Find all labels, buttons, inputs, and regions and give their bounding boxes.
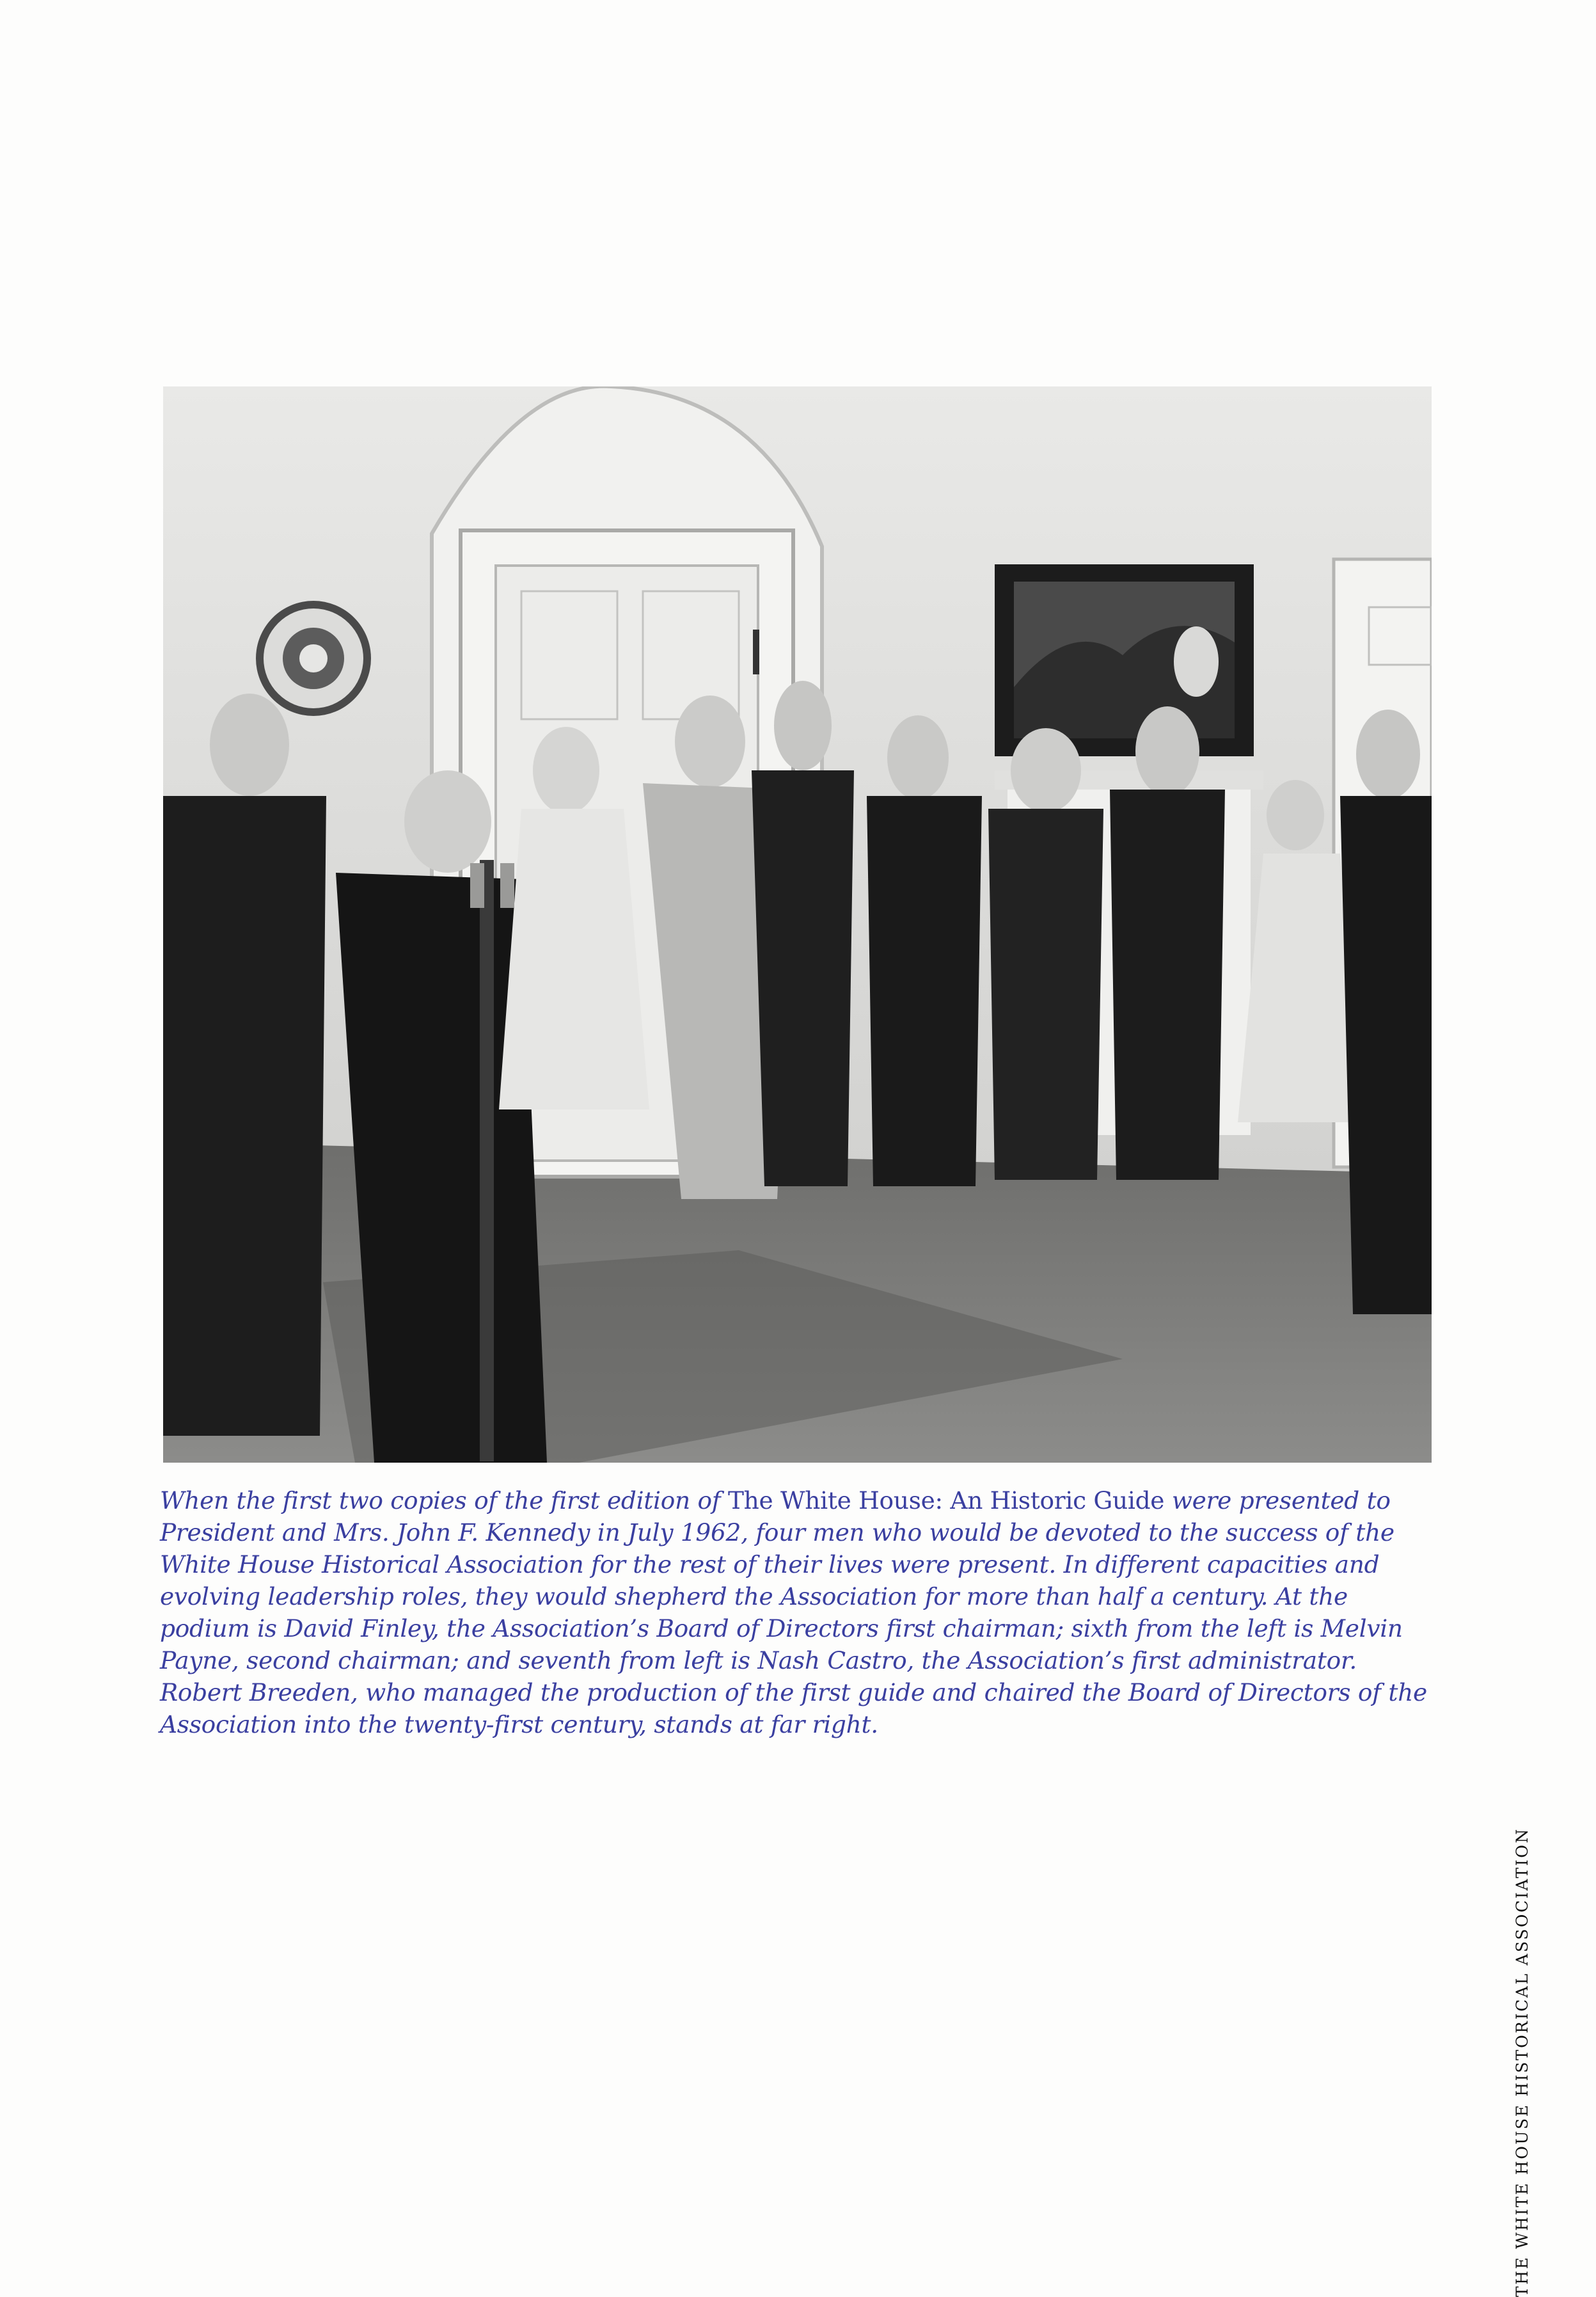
historic-photograph	[163, 386, 1432, 1463]
photograph-illustration	[163, 386, 1432, 1463]
book-title: The White House: An Historic Guide	[727, 1486, 1165, 1514]
photo-caption	[160, 1484, 1433, 1740]
running-head: THE WHITE HOUSE HISTORICAL ASSOCIATION	[1513, 1827, 1531, 2297]
framed-painting	[995, 564, 1254, 756]
caption-text-start: When the first two copies of the first edition of	[160, 1486, 728, 1514]
presidential-seal-icon	[256, 601, 371, 716]
caption-text-rest: were presented to President and Mrs. John F. Kennedy in July 1962, four men who would be devoted to the success of the White House Historical Association for the rest of their lives were present. In different capacities and evolving leadership roles, they would shepherd the Association for more than half a century. At the podium is David Finley, the Association’s Board of Directors first chairman; sixth from the left is Melvin Payne, second chairman; and seventh from left is Nash Castro, the Association’s first administrator. Robert Breeden, who managed the production of the first guide and chaired the Board of Directors of the Association into the twenty-first century, stands at far right.	[160, 1486, 1427, 1738]
